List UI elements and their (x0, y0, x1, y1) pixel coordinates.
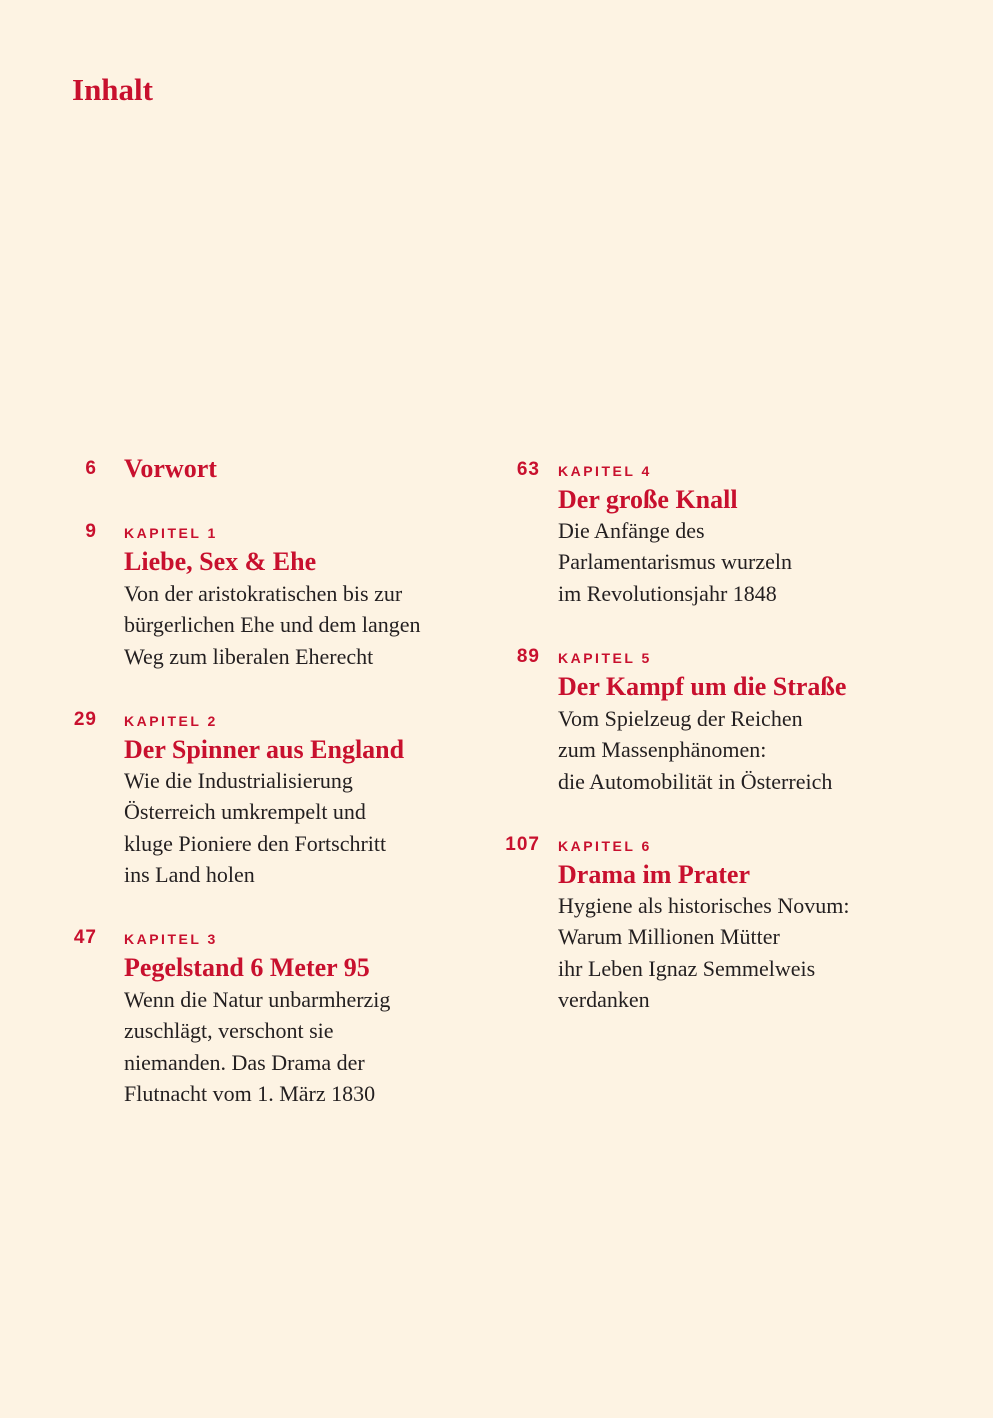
chapter-title: Der Spinner aus England (124, 735, 405, 764)
chapter-label: KAPITEL 4 (558, 463, 652, 479)
description-line: Österreich umkrempelt und (124, 799, 366, 825)
chapter-title: Der Kampf um die Straße (558, 672, 847, 701)
description-line: ihr Leben Ignaz Semmelweis (558, 955, 816, 981)
page-title: Inhalt (72, 72, 153, 107)
chapter-title: Pegelstand 6 Meter 95 (124, 953, 370, 982)
page-number: 6 (85, 458, 97, 479)
description-line: zuschlägt, verschont sie (124, 1018, 334, 1044)
page-number: 89 (516, 646, 540, 667)
page-number: 107 (505, 834, 540, 855)
description-line: verdanken (558, 987, 650, 1013)
chapter-label: KAPITEL 6 (558, 838, 652, 854)
description-line: Vom Spielzeug der Reichen (558, 706, 803, 731)
description-line: Flutnacht vom 1. März 1830 (124, 1081, 376, 1107)
chapter-description (124, 765, 386, 891)
chapter-title: Liebe, Sex & Ehe (124, 547, 317, 576)
description-line: niemanden. Das Drama der (124, 1049, 365, 1075)
description-line: Die Anfänge des (558, 518, 705, 543)
description-line: im Revolutionsjahr 1848 (558, 580, 777, 606)
description-line: kluge Pioniere den Fortschritt (124, 830, 387, 856)
page-number: 29 (73, 709, 97, 730)
chapter-label: KAPITEL 5 (558, 650, 652, 666)
description-line: Wie die Industrialisierung (124, 768, 353, 793)
page-number: 9 (85, 521, 97, 542)
chapter-title: Drama im Prater (558, 860, 751, 889)
description-line: die Automobilität in Österreich (558, 768, 833, 794)
page-number: 47 (73, 927, 97, 948)
page-number: 63 (516, 459, 540, 480)
entry-title: Vorwort (124, 454, 217, 483)
description-line: Weg zum liberalen Eherecht (124, 643, 374, 669)
chapter-label: KAPITEL 1 (124, 525, 218, 541)
description-line: Warum Millionen Mütter (558, 924, 780, 950)
chapter-label: KAPITEL 3 (124, 931, 218, 947)
chapter-description (558, 890, 849, 1016)
description-line: zum Massenphänomen: (558, 737, 767, 763)
description-line: Von der aristokratischen bis zur (124, 581, 403, 606)
description-line: ins Land holen (124, 862, 255, 888)
chapter-description (124, 578, 421, 672)
description-line: bürgerlichen Ehe und dem langen (124, 612, 421, 638)
chapter-description (558, 703, 832, 797)
description-line: Hygiene als historisches Novum: (558, 893, 850, 918)
description-line: Parlamentarismus wurzeln (558, 549, 792, 575)
chapter-description (558, 515, 792, 609)
chapter-description (124, 984, 390, 1110)
description-line: Wenn die Natur unbarmherzig (124, 987, 391, 1012)
chapter-title: Der große Knall (558, 485, 738, 514)
chapter-label: KAPITEL 2 (124, 713, 218, 729)
